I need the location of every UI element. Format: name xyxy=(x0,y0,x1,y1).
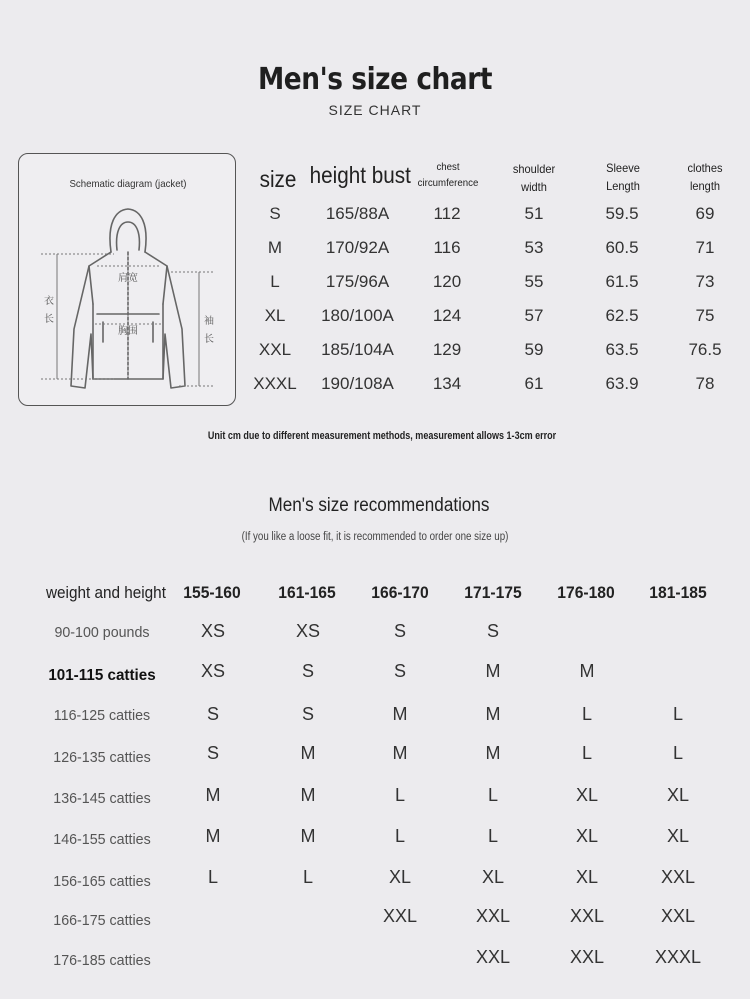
rec-cell: S xyxy=(206,743,219,763)
rec-cell: XXL xyxy=(660,867,696,887)
rec-row-label: 166-175 catties xyxy=(53,912,151,929)
body-length-label-2: 长 xyxy=(44,314,54,325)
cell-chest: 120 xyxy=(432,272,462,291)
rec-cell: M xyxy=(579,661,595,681)
col-header-sleeve-line1: Sleeve xyxy=(606,161,640,175)
rec-cell: L xyxy=(581,743,592,763)
rec-col-header: 155-160 xyxy=(183,583,241,602)
rec-cell: XL xyxy=(388,867,412,887)
rec-cell: S xyxy=(301,661,314,681)
rec-col-header: 181-185 xyxy=(649,583,707,602)
rec-cell: XL xyxy=(481,867,505,887)
cell-chest: 124 xyxy=(432,306,462,325)
rec-cell: XS xyxy=(295,621,320,641)
cell-shoulder: 59 xyxy=(524,340,544,359)
rec-cell: XL xyxy=(666,826,690,846)
col-header-chest-line1: chest xyxy=(436,161,460,173)
col-header-shoulder-line2: width xyxy=(521,180,547,194)
rec-cell: XL xyxy=(575,826,599,846)
cell-size: XL xyxy=(264,306,286,325)
cell-sleeve: 59.5 xyxy=(605,204,639,223)
cell-length: 76.5 xyxy=(688,340,722,359)
cell-length: 71 xyxy=(695,238,715,257)
sleeve-length-label-1: 袖 xyxy=(204,316,214,327)
rec-cell: S xyxy=(301,704,314,724)
rec-row-label: 101-115 catties xyxy=(48,667,156,684)
col-header-chest-line2: circumference xyxy=(417,177,479,189)
cell-size: XXL xyxy=(258,340,292,359)
page-subtitle: SIZE CHART xyxy=(328,102,422,118)
cell-length: 73 xyxy=(695,272,715,291)
recommendations-title: Men's size recommendations xyxy=(268,495,490,516)
rec-cell: L xyxy=(672,704,683,724)
rec-row-label: 156-165 catties xyxy=(53,873,151,890)
rec-cell: XS xyxy=(200,621,225,641)
cell-sleeve: 63.5 xyxy=(605,340,639,359)
rec-cell: XXL xyxy=(382,906,418,926)
cell-height-bust: 175/96A xyxy=(325,272,390,291)
cell-chest: 116 xyxy=(433,238,461,257)
col-header-sleeve xyxy=(591,159,655,195)
recommendations-subtitle: (If you like a loose fit, it is recommended to order one size up) xyxy=(241,531,509,543)
cell-shoulder: 57 xyxy=(524,306,544,325)
cell-height-bust: 170/92A xyxy=(325,238,390,257)
col-header-height-bust: height bust xyxy=(309,162,411,188)
rec-cell: L xyxy=(487,826,498,846)
cell-shoulder: 55 xyxy=(524,272,544,291)
cell-sleeve: 63.9 xyxy=(605,374,639,393)
chest-label: 胸围 xyxy=(118,326,138,337)
cell-sleeve: 60.5 xyxy=(605,238,639,257)
rec-cell: XXL xyxy=(569,947,605,967)
rec-cell: M xyxy=(300,743,316,763)
cell-chest: 112 xyxy=(433,204,461,223)
rec-cell: XL xyxy=(575,867,599,887)
cell-size: XXXL xyxy=(253,374,297,393)
col-header-size: size xyxy=(259,166,297,192)
diagram-caption: Schematic diagram (jacket) xyxy=(69,178,187,190)
rec-cell: L xyxy=(394,785,405,805)
rec-cell: L xyxy=(581,704,592,724)
rec-cell: L xyxy=(487,785,498,805)
rec-col-header: 166-170 xyxy=(371,583,429,602)
cell-length: 78 xyxy=(695,374,715,393)
rec-cell: S xyxy=(486,621,499,641)
rec-cell: XL xyxy=(666,785,690,805)
rec-cell: S xyxy=(393,621,406,641)
cell-height-bust: 165/88A xyxy=(325,204,390,223)
col-header-shoulder-line1: shoulder xyxy=(512,162,556,176)
rec-cell: XXL xyxy=(569,906,605,926)
cell-size: L xyxy=(270,272,280,291)
shoulder-label: 肩宽 xyxy=(118,273,138,284)
rec-cell: M xyxy=(300,785,316,805)
rec-cell: M xyxy=(205,785,221,805)
col-header-chest xyxy=(413,159,483,191)
page-title: Men's size chart xyxy=(257,62,493,97)
cell-size: M xyxy=(267,238,283,257)
rec-row-label: 116-125 catties xyxy=(53,707,151,724)
schematic-diagram xyxy=(18,153,236,406)
measurement-note: Unit cm due to different measurement methods, measurement allows 1-3cm error xyxy=(207,430,557,442)
cell-size: S xyxy=(269,204,281,223)
cell-shoulder: 61 xyxy=(524,374,544,393)
rec-cell: L xyxy=(302,867,313,887)
col-header-clothes-line1: clothes xyxy=(687,161,723,175)
sleeve-length-label-2: 长 xyxy=(204,334,214,345)
rec-row-label: 146-155 catties xyxy=(53,831,151,848)
cell-shoulder: 51 xyxy=(524,204,544,223)
rec-col-header: 171-175 xyxy=(464,583,522,602)
cell-length: 75 xyxy=(695,306,715,325)
rec-row-label: 126-135 catties xyxy=(53,749,151,766)
rec-cell: M xyxy=(300,826,316,846)
cell-height-bust: 190/108A xyxy=(321,374,394,393)
rec-cell: L xyxy=(394,826,405,846)
rec-cell: S xyxy=(393,661,406,681)
rec-corner-label: weight and height xyxy=(46,583,166,602)
rec-row-label: 176-185 catties xyxy=(53,952,151,969)
rec-cell: M xyxy=(392,743,408,763)
cell-chest: 129 xyxy=(432,340,462,359)
col-header-clothes-line2: length xyxy=(689,179,721,193)
rec-cell: L xyxy=(207,867,218,887)
rec-cell: L xyxy=(672,743,683,763)
rec-cell: XXL xyxy=(660,906,696,926)
rec-cell: XXL xyxy=(475,947,511,967)
rec-cell: M xyxy=(485,661,501,681)
rec-cell: XS xyxy=(200,661,225,681)
cell-sleeve: 62.5 xyxy=(605,306,639,325)
rec-cell: M xyxy=(485,704,501,724)
rec-cell: S xyxy=(206,704,219,724)
cell-height-bust: 185/104A xyxy=(321,340,394,359)
cell-sleeve: 61.5 xyxy=(605,272,639,291)
col-header-shoulder xyxy=(502,160,566,196)
rec-row-label: 90-100 pounds xyxy=(54,624,150,641)
rec-cell: M xyxy=(485,743,501,763)
rec-cell: M xyxy=(205,826,221,846)
rec-col-header: 161-165 xyxy=(278,583,336,602)
cell-length: 69 xyxy=(695,204,715,223)
col-header-sleeve-line2: Length xyxy=(606,179,640,193)
rec-col-header: 176-180 xyxy=(557,583,615,602)
cell-chest: 134 xyxy=(432,374,462,393)
jacket-illustration xyxy=(19,154,237,407)
body-length-label-1: 衣 xyxy=(44,296,54,307)
rec-cell: XL xyxy=(575,785,599,805)
cell-shoulder: 53 xyxy=(524,238,544,257)
rec-cell: XXL xyxy=(475,906,511,926)
col-header-clothes-length xyxy=(673,159,737,195)
rec-cell: XXXL xyxy=(654,947,702,967)
cell-height-bust: 180/100A xyxy=(321,306,394,325)
rec-cell: M xyxy=(392,704,408,724)
rec-row-label: 136-145 catties xyxy=(53,790,151,807)
